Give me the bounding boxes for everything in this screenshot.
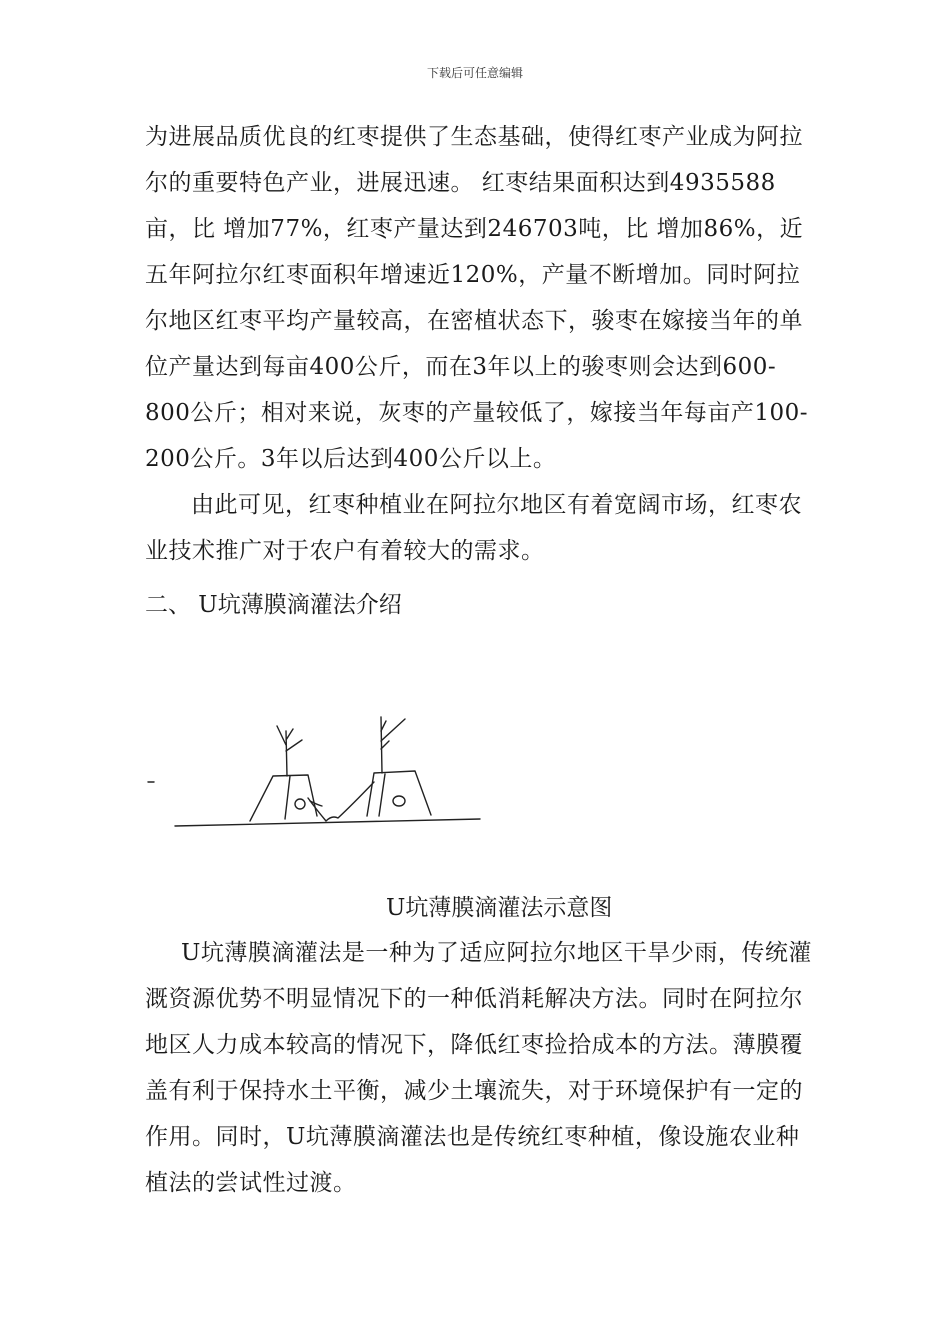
paragraph-market-demand: 由此可见，红枣种植业在阿拉尔地区有着宽阔市场，红枣农业技术推广对于农户有着较大的需求。 xyxy=(145,492,802,564)
page-header-note: 下载后可任意编辑 xyxy=(426,66,523,80)
left-mound xyxy=(250,775,317,821)
paragraph-jujube-production: 为进展品质优良的红枣提供了生态基础，使得红枣产业成为阿拉尔的重要特色产业，进展迅速。 红枣结果面积达到4935588亩，比 增加77%，红枣产量达到246703吨，比 增加86%，近五年阿拉尔红枣面积年增速近120%，产量不断增加。同时阿拉尔地区红枣平均产量较高，在密植状态下，骏枣在嫁接当年的单位产量达到每亩400公斤，而在3年以上的骏枣则会达到600-800公斤；相对来说，灰枣的产量较低了，嫁接当年每亩产100-200公斤。3年以后达到400公斤以上。 xyxy=(145,124,809,472)
figure-caption: U坑薄膜滴灌法示意图 xyxy=(386,895,613,921)
right-emitter xyxy=(393,796,405,806)
u-pit xyxy=(308,782,374,821)
u-pit-drip-irrigation-diagram xyxy=(140,705,500,840)
right-mound xyxy=(367,771,431,816)
section-heading: 二、 U坑薄膜滴灌法介绍 xyxy=(145,592,402,618)
left-emitter xyxy=(295,799,305,809)
right-tree xyxy=(381,717,405,773)
left-drip-line xyxy=(285,776,290,819)
right-drip-line xyxy=(379,774,385,816)
left-tree xyxy=(277,726,302,776)
paragraph-method-description: U坑薄膜滴灌法是一种为了适应阿拉尔地区干旱少雨，传统灌溉资源优势不明显情况下的一种低消耗解决方法。同时在阿拉尔地区人力成本较高的情况下，降低红枣捡拾成本的方法。薄膜覆盖有利于保持水土平衡，减少土壤流失，对于环境保护有一定的作用。同时，U坑薄膜滴灌法也是传统红枣种植，像设施农业种植法的尝试性过渡。 xyxy=(145,940,812,1196)
